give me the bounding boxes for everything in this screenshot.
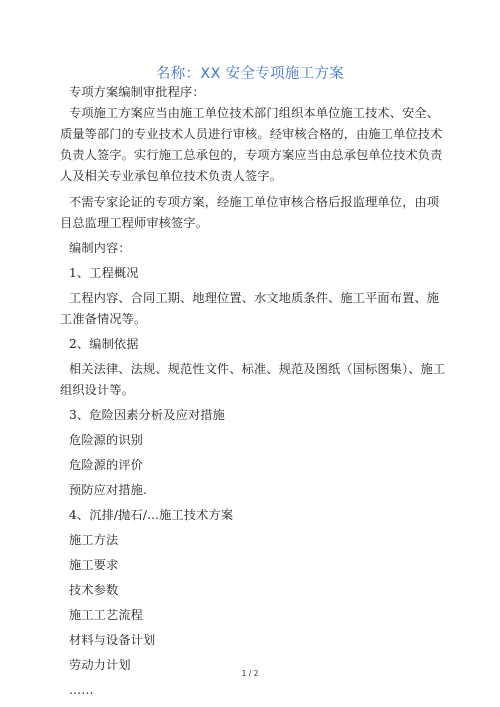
section-3-title: 3、危险因素分析及应对措施 (69, 408, 225, 422)
section-4-item: 施工要求 (69, 558, 119, 572)
page-number: 1 / 2 (241, 669, 259, 678)
section-4-item: 施工方法 (69, 533, 119, 547)
section-1-title: 1、工程概况 (69, 266, 139, 280)
section-4-ellipsis: …… (69, 683, 94, 697)
section-4-item: 技术参数 (69, 583, 119, 597)
approval-heading: 专项方案编制审批程序： (69, 85, 205, 99)
approval-paragraph-1: 专项施工方案应当由施工单位技术部门组织本单位施工技术、安全、质量等部门的专业技术人员进行审核。经审核合格的，由施工单位技术负责人签字。实行施工总承包的，专项方案应当由总承包单位技术负责人及相关专业承包单位技术负责人签字。 (60, 106, 443, 183)
section-4-item: 材料与设备计划 (69, 633, 156, 647)
document-title: 名称：XX 安全专项施工方案 (155, 66, 345, 82)
contents-heading: 编制内容： (69, 241, 131, 255)
approval-paragraph-2: 不需专家论证的专项方案，经施工单位审核合格后报监理单位，由项目总监理工程师审核签字。 (60, 195, 440, 230)
section-2-body: 相关法律、法规、规范性文件、标准、规范及图纸（国标图集）、施工组织设计等。 (60, 362, 446, 397)
section-3-item: 危险源的识别 (69, 433, 144, 447)
section-3-item: 危险源的评价 (69, 458, 144, 472)
section-1-body: 工程内容、合同工期、地理位置、水文地质条件、施工平面布置、施工准备情况等。 (60, 291, 440, 326)
section-2-title: 2、编制依据 (69, 337, 139, 351)
document-body (60, 82, 446, 701)
section-4-item: 劳动力计划 (69, 658, 131, 672)
section-4-title: 4、沉排/抛石/...施工技术方案 (69, 508, 234, 522)
section-3-item: 预防应对措施. (69, 483, 148, 497)
section-4-item: 施工工艺流程 (69, 608, 144, 622)
